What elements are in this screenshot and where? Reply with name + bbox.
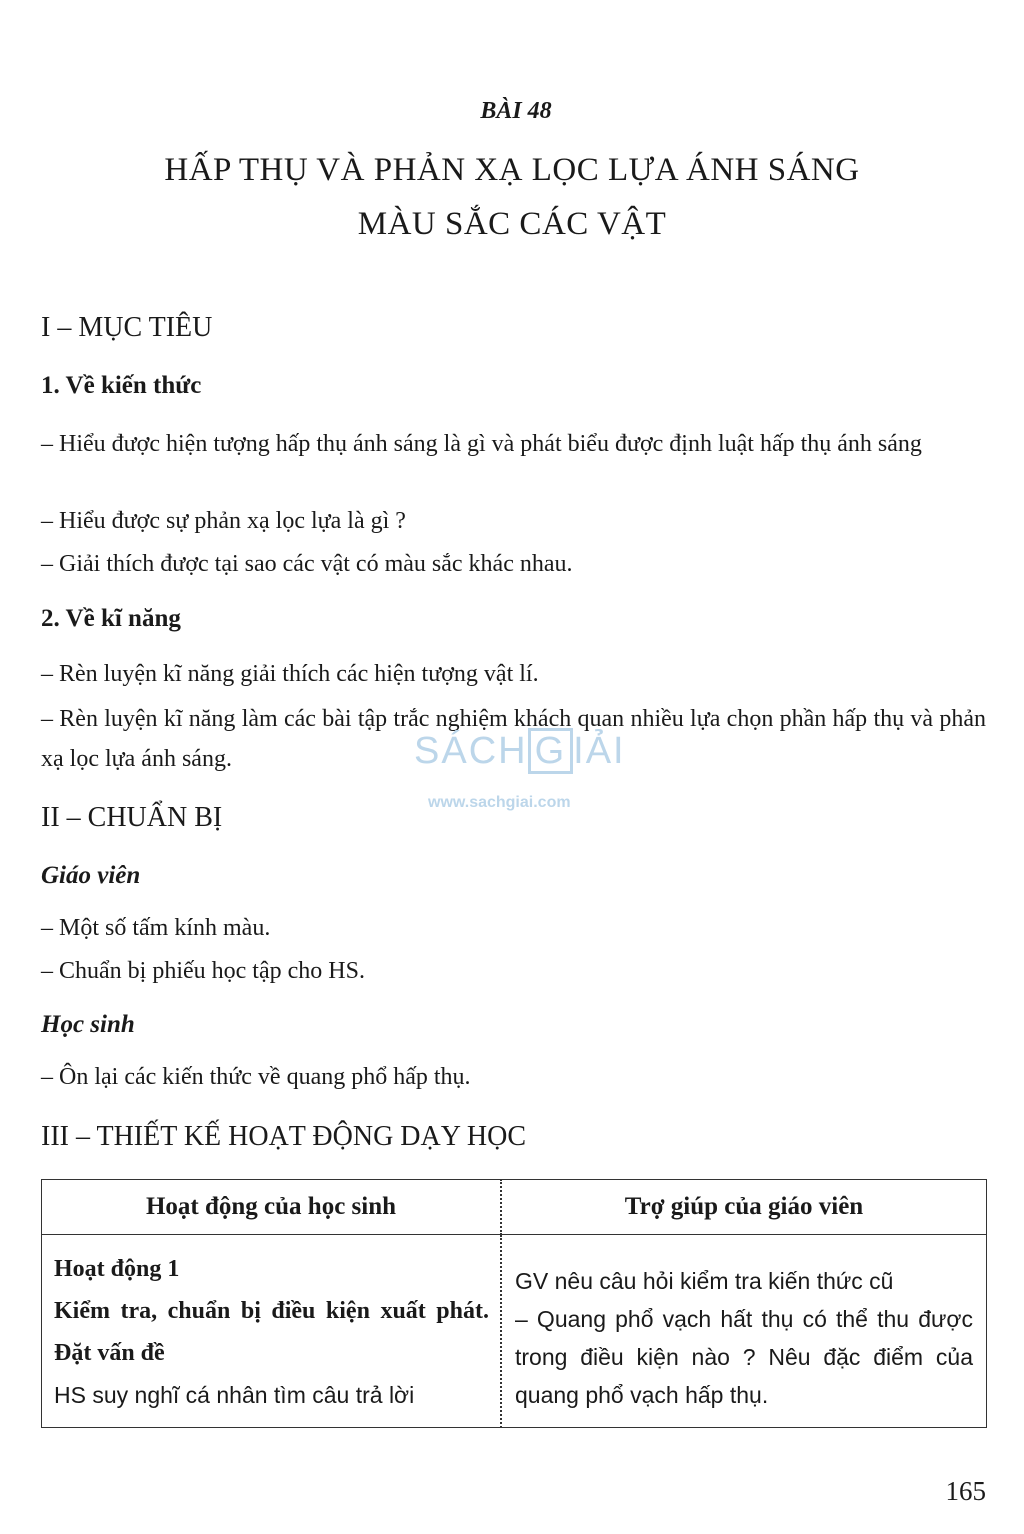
teacher-item-1: – Một số tấm kính màu.	[41, 915, 271, 941]
watermark-brand-g: G	[528, 728, 574, 774]
skills-item-2: – Rèn luyện kĩ năng làm các bài tập trắc nghiệm khách quan nhiều lựa chọn phần hấp thụ và phản xạ lọc lựa ánh sáng.	[41, 706, 986, 772]
teacher-heading: Giáo viên	[41, 862, 141, 889]
skills-item-1: – Rèn luyện kĩ năng giải thích các hiện tượng vật lí.	[41, 661, 539, 687]
lesson-title-line-1: HẤP THỤ VÀ PHẢN XẠ LỌC LỰA ÁNH SÁNG	[164, 152, 860, 188]
knowledge-item-3: – Giải thích được tại sao các vật có màu sắc khác nhau.	[41, 551, 573, 577]
student-item-1: – Ôn lại các kiến thức về quang phổ hấp thụ.	[41, 1064, 471, 1090]
teacher-support-cell	[501, 1235, 987, 1428]
student-activity-cell	[42, 1235, 502, 1428]
section-objectives-heading: I – MỤC TIÊU	[41, 312, 213, 343]
watermark-brand-a: SÁCH	[414, 730, 528, 772]
student-action: HS suy nghĩ cá nhân tìm câu trả lời	[54, 1382, 415, 1408]
table-header-row	[42, 1180, 987, 1235]
watermark-brand-b: IẢI	[573, 730, 626, 772]
teacher-question: – Quang phổ vạch hất thụ có thể thu được trong điều kiện nào ? Nêu đặc điểm của quang phổ vạch hấp thụ.	[515, 1306, 973, 1408]
knowledge-heading: 1. Về kiến thức	[41, 372, 202, 399]
teacher-item-2: – Chuẩn bị phiếu học tập cho HS.	[41, 958, 365, 984]
activity-table	[41, 1179, 987, 1428]
knowledge-item-2: – Hiểu được sự phản xạ lọc lựa là gì ?	[41, 508, 406, 534]
watermark-logo	[414, 728, 626, 774]
table-row	[42, 1235, 987, 1428]
watermark-url: www.sachgiai.com	[428, 794, 571, 811]
skills-heading: 2. Về kĩ năng	[41, 605, 181, 632]
activity-title: Hoạt động 1	[54, 1256, 180, 1282]
page-number: 165	[945, 1476, 986, 1506]
lesson-number: BÀI 48	[480, 98, 552, 124]
student-heading: Học sinh	[41, 1011, 135, 1038]
table-header-teacher: Trợ giúp của giáo viên	[501, 1180, 987, 1235]
table-header-student: Hoạt động của học sinh	[42, 1180, 502, 1235]
section-activities-heading: III – THIẾT KẾ HOẠT ĐỘNG DẠY HỌC	[41, 1121, 527, 1152]
section-preparation-heading: II – CHUẨN BỊ	[41, 802, 223, 833]
knowledge-item-1: – Hiểu được hiện tượng hấp thụ ánh sáng là gì và phát biểu được định luật hấp thụ ánh sáng	[41, 431, 922, 457]
teacher-prompt: GV nêu câu hỏi kiểm tra kiến thức cũ	[515, 1268, 894, 1294]
activity-task: Kiểm tra, chuẩn bị điều kiện xuất phát. Đặt vấn đề	[54, 1298, 489, 1366]
lesson-title-line-2: MÀU SẮC CÁC VẬT	[357, 206, 667, 242]
